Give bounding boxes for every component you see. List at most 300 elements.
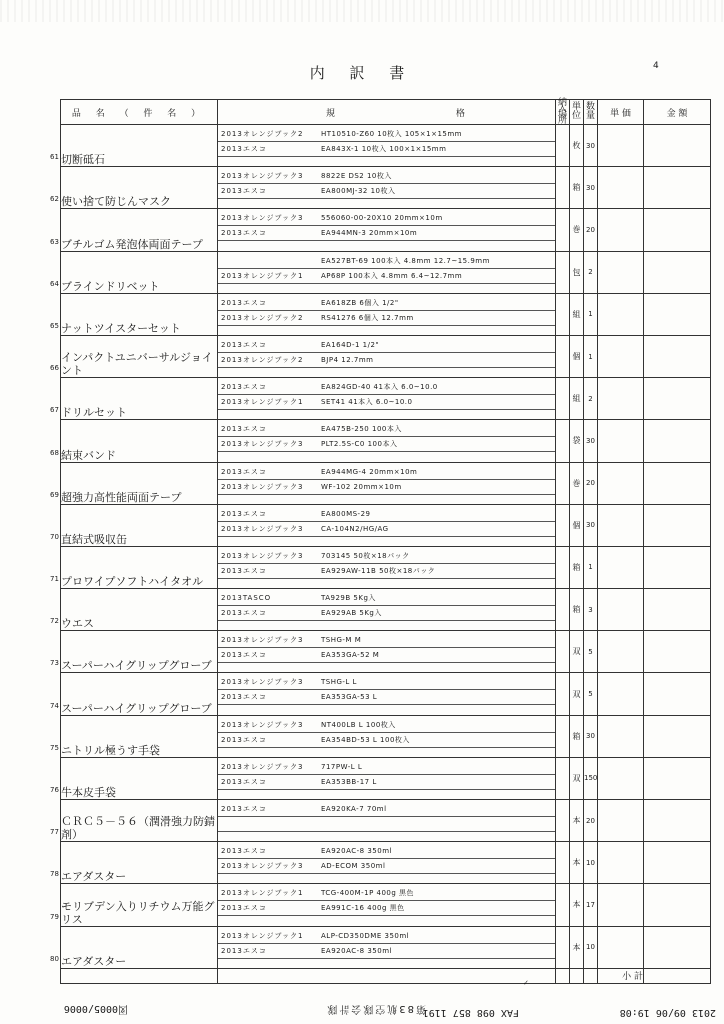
table-row: [61, 335, 711, 377]
table-row: [61, 504, 711, 546]
item-number: 65: [50, 321, 59, 330]
item-number: 79: [50, 912, 59, 921]
item-unit: 個: [570, 335, 584, 377]
item-spec-cell: [218, 167, 556, 209]
item-name: ナットツイスターセット: [61, 321, 181, 335]
item-number: 69: [50, 490, 59, 499]
item-delivery-cell: [556, 842, 570, 884]
item-name: モリブデン入りリチウム万能グリス: [61, 899, 215, 926]
spec-line: [218, 886, 555, 901]
item-qty: 3: [584, 589, 598, 631]
spec-text: PLT2.5S-C0 100本入: [321, 440, 398, 449]
spec-line: [218, 296, 555, 311]
table-row: [61, 293, 711, 335]
item-spec-cell: [218, 335, 556, 377]
item-delivery-cell: [556, 589, 570, 631]
table-row: [61, 673, 711, 715]
spec-text: EA353BB-17 L: [321, 777, 377, 786]
item-name: 使い捨て防じんマスク: [61, 195, 171, 209]
subtotal-label: 小 計: [598, 968, 644, 983]
spec-line: [218, 606, 555, 621]
item-amount: [644, 800, 711, 842]
header-item-name: 品 名 （ 件 名 ）: [61, 100, 218, 125]
item-spec-cell: [218, 673, 556, 715]
spec-text: EA929AW-11B 50枚×18パック: [321, 566, 436, 575]
item-name: 結束バンド: [61, 448, 116, 462]
header-unit: 単位: [570, 100, 584, 125]
spec-text: EA800MS-29: [321, 509, 371, 518]
table-row: [61, 462, 711, 504]
catalog-source: 2013オレンジブック1: [221, 398, 304, 407]
catalog-source: 2013エスコ: [221, 777, 267, 786]
item-spec-cell: [218, 757, 556, 799]
item-amount: [644, 926, 711, 968]
item-name-cell: [50, 589, 218, 631]
catalog-source: 2013エスコ: [221, 805, 267, 813]
item-name-cell: [50, 462, 218, 504]
item-delivery-cell: [556, 757, 570, 799]
catalog-source: 2013オレンジブック3: [221, 862, 304, 871]
catalog-source: 2013オレンジブック3: [221, 636, 304, 645]
spec-text: EA824GD-40 41本入 6.0~10.0: [321, 383, 438, 392]
spec-text: EA354BD-53 L 100枚入: [321, 735, 410, 744]
item-delivery-cell: [556, 378, 570, 420]
catalog-source: 2013オレンジブック3: [221, 214, 304, 223]
spec-line: [218, 675, 555, 690]
spec-text: EA920AC-8 350ml: [321, 847, 392, 856]
item-name: 直結式吸収缶: [61, 532, 127, 546]
item-spec-cell: [218, 293, 556, 335]
spec-line: [218, 591, 555, 606]
spec-text: RS41276 6個入 12.7mm: [321, 313, 414, 322]
spec-text: AP68P 100本入 4.8mm 6.4~12.7mm: [321, 271, 463, 280]
item-number: 66: [50, 364, 59, 373]
catalog-source: 2013オレンジブック1: [221, 931, 304, 940]
item-name-cell: [50, 757, 218, 799]
item-number: 80: [50, 954, 59, 963]
subtotal-row: [61, 968, 711, 983]
spec-line: [218, 817, 555, 832]
item-spec-cell: [218, 800, 556, 842]
catalog-source: 2013オレンジブック3: [221, 172, 304, 181]
item-spec-cell: [218, 842, 556, 884]
spec-line: [218, 549, 555, 564]
item-amount: [644, 715, 711, 757]
header-qty: 数量: [584, 100, 598, 125]
item-qty: 10: [584, 842, 598, 884]
spec-line: [218, 901, 555, 916]
catalog-source: 2013オレンジブック1: [221, 889, 304, 898]
subtotal-blank: [61, 968, 218, 983]
spec-text: 703145 50枚×18パック: [321, 551, 410, 560]
table-row: [61, 378, 711, 420]
spec-line: [218, 465, 555, 480]
table-row: [61, 631, 711, 673]
table-row: [61, 209, 711, 251]
table-row: [61, 800, 711, 842]
item-name: スーパーハイグリップグローブ: [61, 701, 212, 715]
item-qty: 5: [584, 631, 598, 673]
spec-line: [218, 226, 555, 241]
spec-text: TCG-400M-1P 400g 黒色: [321, 889, 415, 898]
item-amount: [644, 462, 711, 504]
item-name: ブラインドリベット: [61, 279, 160, 293]
header-spec-1: 規: [326, 108, 336, 119]
item-name-cell: [50, 546, 218, 589]
item-qty: 17: [584, 884, 598, 926]
spec-line: [218, 395, 555, 410]
catalog-source: 2013エスコ: [221, 383, 267, 392]
item-number: 77: [50, 828, 59, 837]
item-name: ニトリル極うす手袋: [61, 743, 160, 757]
item-unit-price: [598, 673, 644, 715]
fax-footer: [0, 1002, 724, 1018]
item-number: 71: [50, 575, 59, 584]
spec-text: EA353GA-52 M: [321, 651, 380, 660]
catalog-source: 2013エスコ: [221, 651, 267, 660]
item-unit-price: [598, 715, 644, 757]
item-unit: 箱: [570, 167, 584, 209]
item-unit: 双: [570, 673, 584, 715]
item-spec-cell: [218, 631, 556, 673]
item-name-cell: [50, 631, 218, 673]
spec-line: [218, 184, 555, 199]
item-amount: [644, 335, 711, 377]
item-name: 牛本皮手袋: [61, 786, 116, 799]
item-unit-price: [598, 926, 644, 968]
catalog-source: 2013エスコ: [221, 187, 267, 196]
document-title: 内 訳 書: [309, 64, 415, 82]
item-delivery-cell: [556, 167, 570, 209]
fax-datetime: 2013 09/06 19:08: [619, 1007, 716, 1018]
spec-text: EA944MN-3 20mm×10m: [321, 229, 418, 238]
spec-text: TA929B 5Kg入: [321, 594, 376, 603]
item-name-cell: [50, 800, 218, 842]
item-name: 切断砥石: [61, 153, 105, 167]
item-unit-price: [598, 757, 644, 799]
spec-line: [218, 353, 555, 368]
item-name-cell: [50, 884, 218, 926]
item-amount: [644, 546, 711, 588]
spec-line: [218, 269, 555, 284]
subtotal-amount: [644, 968, 711, 983]
item-amount: [644, 167, 711, 209]
spec-text: EA353GA-53 L: [321, 693, 378, 702]
item-name-cell: [50, 293, 218, 335]
item-qty: 5: [584, 673, 598, 715]
item-amount: [644, 209, 711, 251]
item-unit-price: [598, 546, 644, 588]
item-spec-cell: [218, 462, 556, 504]
spec-line: [218, 422, 555, 437]
subtotal-blank: [218, 968, 556, 983]
item-number: 74: [50, 701, 59, 710]
catalog-source: 2013オレンジブック3: [221, 551, 304, 560]
header-unit-price: 単 価: [598, 100, 644, 125]
page-number: 4: [653, 61, 659, 71]
item-name-cell: [50, 420, 218, 462]
item-delivery-cell: [556, 293, 570, 335]
spec-text: HT10510-Z60 10枚入 105×1×15mm: [321, 130, 462, 138]
catalog-source: 2013オレンジブック3: [221, 678, 304, 687]
item-qty: 1: [584, 335, 598, 377]
item-delivery-cell: [556, 335, 570, 377]
item-qty: 2: [584, 251, 598, 293]
spec-line: [218, 844, 555, 859]
item-name: ドリルセット: [61, 406, 127, 420]
spec-line: [218, 127, 555, 142]
spec-line: [218, 944, 555, 959]
catalog-source: 2013エスコ: [221, 693, 267, 702]
item-amount: [644, 504, 711, 546]
spec-text: EA920AC-8 350ml: [321, 946, 392, 955]
item-unit: 巻: [570, 209, 584, 251]
item-number: 73: [50, 659, 59, 668]
spec-line: [218, 507, 555, 522]
catalog-source: 2013エスコ: [221, 509, 267, 518]
item-qty: 1: [584, 293, 598, 335]
item-qty: 30: [584, 125, 598, 167]
item-number: 76: [50, 786, 59, 794]
item-unit: 組: [570, 378, 584, 420]
catalog-source: 2013オレンジブック3: [221, 482, 304, 491]
item-qty: 30: [584, 504, 598, 546]
item-qty: 30: [584, 167, 598, 209]
spec-line: [218, 690, 555, 705]
item-rows: [50, 125, 711, 969]
spec-text: CA-104N2/HG/AG: [321, 524, 389, 533]
item-spec-cell: [218, 420, 556, 462]
spec-line: [218, 564, 555, 579]
item-number: 72: [50, 617, 59, 626]
item-name-cell: [50, 504, 218, 546]
item-qty: 20: [584, 209, 598, 251]
item-amount: [644, 631, 711, 673]
item-spec-cell: [218, 251, 556, 293]
catalog-source: 2013エスコ: [221, 340, 267, 349]
item-name-cell: [50, 715, 218, 757]
item-qty: 20: [584, 462, 598, 504]
item-name-cell: [50, 251, 218, 293]
item-number: 61: [50, 153, 59, 162]
item-delivery-cell: [556, 884, 570, 926]
subtotal-blank: [584, 968, 598, 983]
catalog-source: 2013オレンジブック3: [221, 524, 304, 533]
catalog-source: 2013オレンジブック3: [221, 720, 304, 729]
item-qty: 2: [584, 378, 598, 420]
item-unit-price: [598, 589, 644, 631]
item-name-cell: [50, 842, 218, 884]
fax-organization: 第83航空隊会計隊: [325, 1003, 426, 1014]
item-amount: [644, 673, 711, 715]
item-name-cell: [50, 673, 218, 715]
table-row: [61, 546, 711, 588]
item-delivery-cell: [556, 926, 570, 968]
item-spec-cell: [218, 546, 556, 588]
item-unit-price: [598, 251, 644, 293]
item-name: インパクトユニバーサルジョイント: [61, 351, 213, 378]
item-amount: [644, 757, 711, 799]
item-qty: 30: [584, 420, 598, 462]
item-delivery-cell: [556, 125, 570, 167]
spec-line: [218, 211, 555, 226]
scan-noise: [0, 0, 724, 22]
spec-text: 8822E DS2 10枚入: [321, 172, 392, 181]
catalog-source: 2013オレンジブック2: [221, 313, 304, 322]
spec-text: EA800MJ-32 10枚入: [321, 187, 396, 196]
item-delivery-cell: [556, 462, 570, 504]
spec-line: [218, 775, 555, 790]
item-unit: 袋: [570, 420, 584, 462]
item-unit-price: [598, 800, 644, 842]
spec-text: EA929AB 5Kg入: [321, 609, 382, 618]
catalog-source: 2013オレンジブック3: [221, 440, 304, 449]
spec-text: EA944MG-4 20mm×10m: [321, 467, 418, 476]
item-unit: 巻: [570, 462, 584, 504]
item-unit-price: [598, 884, 644, 926]
item-name-cell: [50, 378, 218, 420]
spec-text: TSHG-L L: [321, 678, 357, 687]
spec-line: [218, 254, 555, 269]
item-unit: 本: [570, 800, 584, 842]
item-amount: [644, 842, 711, 884]
item-unit: 箱: [570, 589, 584, 631]
spec-line: [218, 633, 555, 648]
spec-text: EA164D-1 1/2": [321, 340, 380, 349]
spec-line: [218, 733, 555, 748]
item-number: 75: [50, 743, 59, 752]
item-name: ブチルゴム発泡体両面テープ: [61, 237, 203, 251]
item-number: 64: [50, 279, 59, 288]
item-name: エアダスター: [61, 954, 127, 968]
catalog-source: 2013エスコ: [221, 946, 267, 955]
item-name-cell: [50, 335, 218, 378]
spec-text: 556060-00-20X10 20mm×10m: [321, 214, 443, 223]
item-number: 63: [50, 237, 59, 246]
item-number: 67: [50, 406, 59, 415]
spec-line: [218, 169, 555, 184]
catalog-source: 2013エスコ: [221, 145, 267, 153]
item-number: 62: [50, 195, 59, 204]
fax-page: 図0005/0006: [63, 1003, 128, 1014]
item-unit-price: [598, 504, 644, 546]
item-qty: 150: [584, 757, 598, 799]
spec-text: TSHG-M M: [321, 636, 362, 645]
item-name: ウエス: [61, 617, 94, 631]
spec-line: [218, 380, 555, 395]
item-qty: 1: [584, 546, 598, 588]
spec-text: EA843X-1 10枚入 100×1×15mm: [321, 145, 447, 153]
item-unit-price: [598, 462, 644, 504]
item-unit-price: [598, 167, 644, 209]
item-amount: [644, 125, 711, 167]
table-row: [61, 715, 711, 757]
spec-line: [218, 522, 555, 537]
check-mark: ✓: [523, 979, 529, 987]
item-delivery-cell: [556, 715, 570, 757]
item-delivery-cell: [556, 800, 570, 842]
item-unit: 本: [570, 884, 584, 926]
spec-line: [218, 760, 555, 775]
catalog-source: 2013エスコ: [221, 847, 267, 856]
fax-number: FAX 098 857 1191: [422, 1007, 519, 1018]
catalog-source: 2013TASCO: [221, 594, 272, 603]
spec-text: AD-ECOM 350ml: [321, 862, 386, 871]
catalog-source: 2013エスコ: [221, 229, 267, 238]
item-amount: [644, 293, 711, 335]
item-qty: 20: [584, 800, 598, 842]
spec-text: ALP-CD350DME 350ml: [321, 931, 410, 940]
item-unit-price: [598, 293, 644, 335]
table-row: [61, 125, 711, 167]
item-unit-price: [598, 125, 644, 167]
item-spec-cell: [218, 884, 556, 926]
catalog-source: 2013エスコ: [221, 298, 267, 307]
spec-text: EA920KA-7 70ml: [321, 805, 387, 813]
spec-text: EA475B-250 100本入: [321, 425, 402, 434]
item-unit-price: [598, 842, 644, 884]
spec-line: [218, 142, 555, 157]
subtotal-blank: [556, 968, 570, 983]
subtotal-blank: [570, 968, 584, 983]
item-unit: 組: [570, 293, 584, 335]
item-unit: 箱: [570, 715, 584, 757]
catalog-source: 2013エスコ: [221, 566, 267, 575]
spec-line: [218, 718, 555, 733]
spec-line: [218, 648, 555, 663]
item-spec-cell: [218, 589, 556, 631]
item-delivery-cell: [556, 251, 570, 293]
table-row: [61, 884, 711, 926]
item-name: エアダスター: [61, 870, 127, 884]
spec-text: EA618ZB 6個入 1/2": [321, 298, 399, 307]
item-qty: 10: [584, 926, 598, 968]
item-unit: 本: [570, 926, 584, 968]
catalog-source: 2013エスコ: [221, 735, 267, 744]
catalog-source: 2013エスコ: [221, 904, 267, 913]
item-qty: 30: [584, 715, 598, 757]
item-unit-price: [598, 209, 644, 251]
item-number: 70: [50, 532, 59, 541]
header-spec-2: 格: [455, 108, 465, 119]
table-row: [61, 167, 711, 209]
item-number: 68: [50, 448, 59, 457]
header-spec: [218, 100, 556, 125]
item-delivery-cell: [556, 504, 570, 546]
table-row: [61, 842, 711, 884]
item-name-cell: [50, 926, 218, 968]
table-header-row: [61, 100, 711, 125]
table-row: [61, 589, 711, 631]
item-unit-price: [598, 378, 644, 420]
item-name-cell: [50, 167, 218, 209]
item-unit: 本: [570, 842, 584, 884]
spec-line: [218, 859, 555, 874]
item-unit: 包: [570, 251, 584, 293]
spec-line: [218, 929, 555, 944]
spec-text: NT400LB L 100枚入: [321, 720, 396, 729]
item-amount: [644, 884, 711, 926]
spec-text: BJP4 12.7mm: [321, 355, 374, 364]
item-unit: 個: [570, 504, 584, 546]
item-delivery-cell: [556, 546, 570, 588]
catalog-source: 2013エスコ: [221, 609, 267, 618]
item-spec-cell: [218, 715, 556, 757]
item-unit: 枚: [570, 125, 584, 167]
item-unit: 箱: [570, 546, 584, 588]
spec-text: EA527BT-69 100本入 4.8mm 12.7~15.9mm: [321, 256, 490, 265]
item-number: 78: [50, 870, 59, 879]
